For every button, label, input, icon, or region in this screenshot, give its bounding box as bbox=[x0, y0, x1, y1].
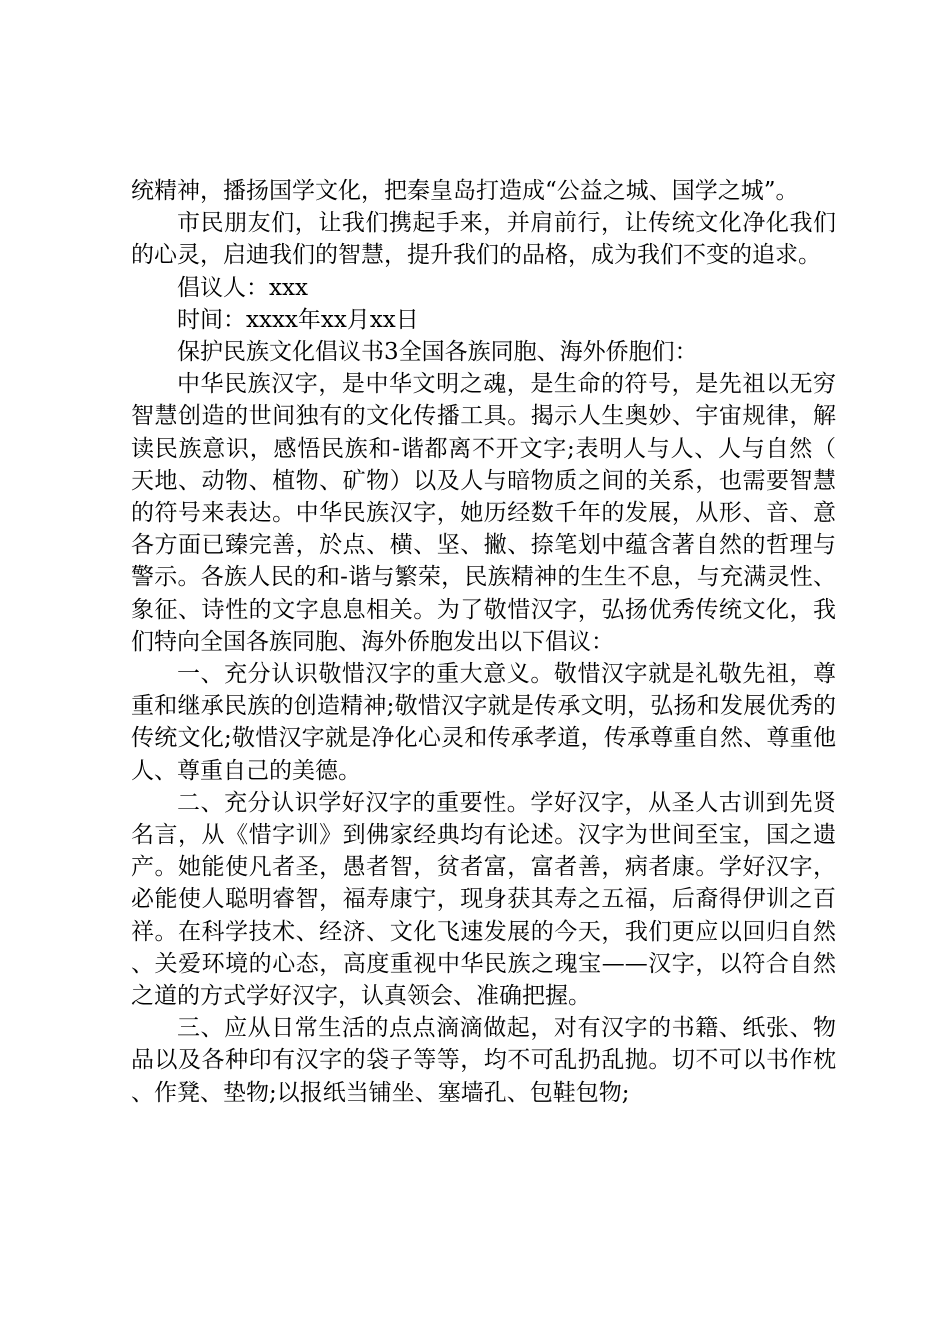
paragraph: 一、充分认识敬惜汉字的重大意义。敬惜汉字就是礼敬先祖，尊重和继承民族的创造精神;敬惜汉字就是传承文明，弘扬和发展优秀的传统文化;敬惜汉字就是净化心灵和传承孝道，传承尊重自然、尊重他人、尊重自己的美德。 bbox=[131, 661, 836, 784]
paragraph: 中华民族汉字，是中华文明之魂，是生命的符号，是先祖以无穷智慧创造的世间独有的文化传播工具。揭示人生奥妙、宇宙规律，解读民族意识，感悟民族和-谐都离不开文字;表明人与人、人与自然（天地、动物、植物、矿物）以及人与暗物质之间的关系，也需要智慧的符号来表达。中华民族汉字，她历经数千年的发展，从形、音、意各方面已臻完善，於点、横、坚、撇、捺笔划中蕴含著自然的哲理与警示。各族人民的和-谐与繁荣，民族精神的生生不息，与充满灵性、象征、诗性的文字息息相关。为了敬惜汉字，弘扬优秀传统文化，我们特向全国各族同胞、海外侨胞发出以下倡议： bbox=[131, 371, 836, 655]
date-line: 时间：xxxx年xx月xx日 bbox=[177, 306, 419, 333]
signatory-line: 倡议人：xxx bbox=[177, 274, 308, 301]
paragraph: 统精神，播扬国学文化，把秦皇岛打造成“公益之城、国学之城”。 bbox=[131, 178, 799, 204]
paragraph: 市民朋友们，让我们携起手来，并肩前行，让传统文化净化我们的心灵，启迪我们的智慧，提升我们的品格，成为我们不变的追求。 bbox=[131, 210, 836, 269]
section-heading: 保护民族文化倡议书3全国各族同胞、海外侨胞们： bbox=[177, 339, 698, 366]
document-body bbox=[131, 175, 836, 1109]
paragraph: 三、应从日常生活的点点滴滴做起，对有汉字的书籍、纸张、物品以及各种印有汉字的袋子等等，均不可乱扔乱抛。切不可以书作枕、作凳、垫物;以报纸当铺坐、塞墙孔、包鞋包物; bbox=[131, 1015, 836, 1106]
paragraph: 二、充分认识学好汉字的重要性。学好汉字，从圣人古训到先贤名言，从《惜字训》到佛家经典均有论述。汉字为世间至宝，国之遗产。她能使凡者圣，愚者智，贫者富，富者善，病者康。学好汉字，必能使人聪明睿智，福寿康宁，现身获其寿之五福，后裔得伊训之百祥。在科学技术、经济、文化飞速发展的今天，我们更应以回归自然、关爱环境的心态，高度重视中华民族之瑰宝——汉字，以符合自然之道的方式学好汉字，认真领会、准确把握。 bbox=[131, 789, 836, 1010]
